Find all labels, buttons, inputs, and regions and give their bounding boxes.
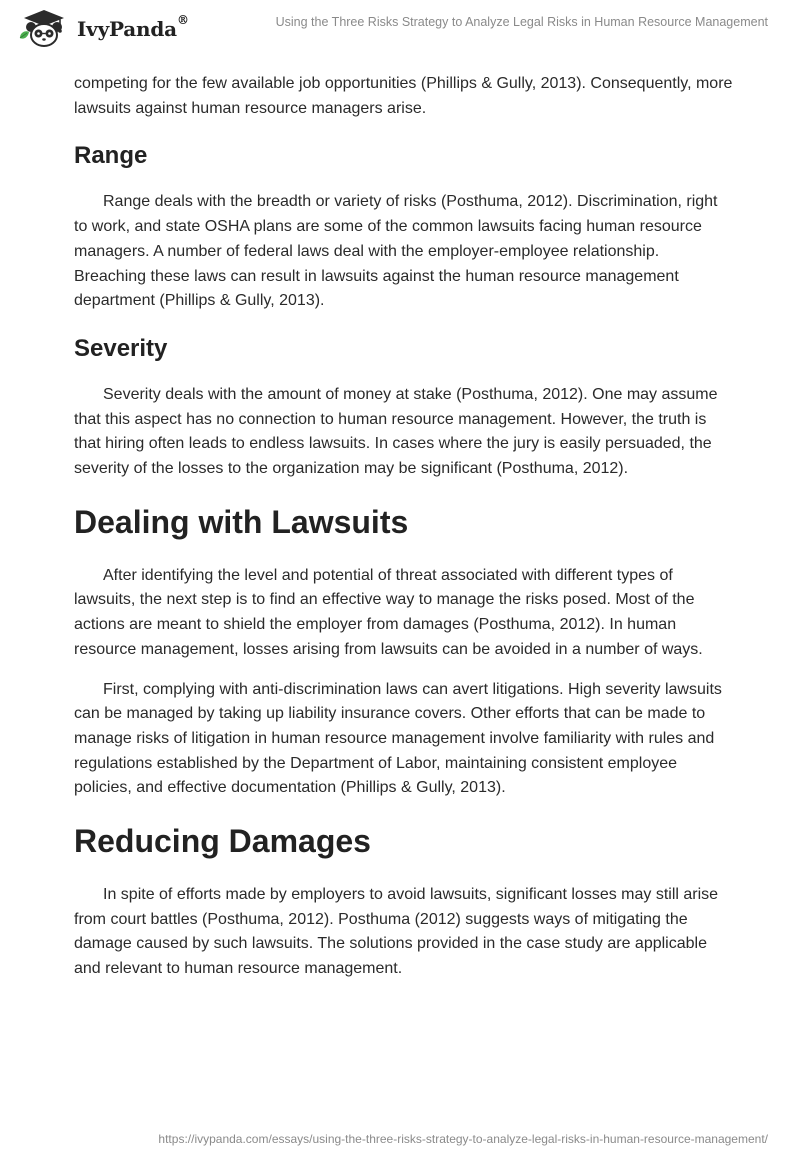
reducing-paragraph: In spite of efforts made by employers to avoid lawsuits, significant losses may still arise from court battles (Posthuma, 2012). Posthuma (2012) suggests ways of mitigating the damage caused by such lawsuits. The solutions provided in the case study are applicable and relevant to human resource management. (74, 886, 719, 978)
logo-wordmark: IvyPanda® (77, 13, 189, 41)
registered-mark: ® (176, 13, 189, 27)
reducing-damages-heading: Reducing Damages (74, 823, 371, 860)
intro-paragraph: competing for the few available job opportunities (Phillips & Gully, 2013). Consequently, more lawsuits against human resource managers arise. (74, 75, 733, 117)
dealing-paragraph-1: After identifying the level and potential of threat associated with different types of lawsuits, the next step is to find an effective way to manage the risks posed. Most of the actions are meant to shield the employer from damages (Posthuma, 2012). In human resource management, losses arising from lawsuits can be avoided in a number of ways. (74, 566, 703, 658)
dealing-with-lawsuits-heading: Dealing with Lawsuits (74, 503, 409, 540)
footer-source-link[interactable]: https://ivypanda.com/essays/using-the-three-risks-strategy-to-analyze-legal-risks-in-human-resource-management/ (158, 1132, 768, 1146)
range-heading: Range (74, 142, 148, 170)
document-title: Using the Three Risks Strategy to Analyze Legal Risks in Human Resource Management (275, 15, 768, 29)
document-body (74, 72, 734, 982)
page-header (0, 0, 800, 60)
dealing-paragraph-2: First, complying with anti-discrimination laws can avert litigations. High severity lawsuits can be managed by taking up liability insurance covers. Other efforts that can be made to manage risks of litigation in human resource management involve familiarity with rules and regulations established by the Department of Labor, maintaining consistent employee policies, and effective documentation (Phillips & Gully, 2013). (74, 680, 722, 797)
severity-paragraph: Severity deals with the amount of money at stake (Posthuma, 2012). One may assume that this aspect has no connection to human resource management. However, the truth is that hiring often leads to endless lawsuits. In cases where the jury is easily persuaded, the severity of the losses to the organization may be significant (Posthuma, 2012). (74, 385, 718, 478)
range-paragraph: Range deals with the breadth or variety of risks (Posthuma, 2012). Discrimination, right to work, and state OSHA plans are some of the common lawsuits facing human resource managers. A number of federal laws deal with the employer-employee relationship. Breaching these laws can result in lawsuits against the human resource management department (Phillips & Gully, 2013). (74, 193, 718, 310)
panda-graduate-icon (16, 8, 72, 48)
ivypanda-logo[interactable] (16, 8, 189, 48)
severity-heading: Severity (74, 334, 168, 362)
